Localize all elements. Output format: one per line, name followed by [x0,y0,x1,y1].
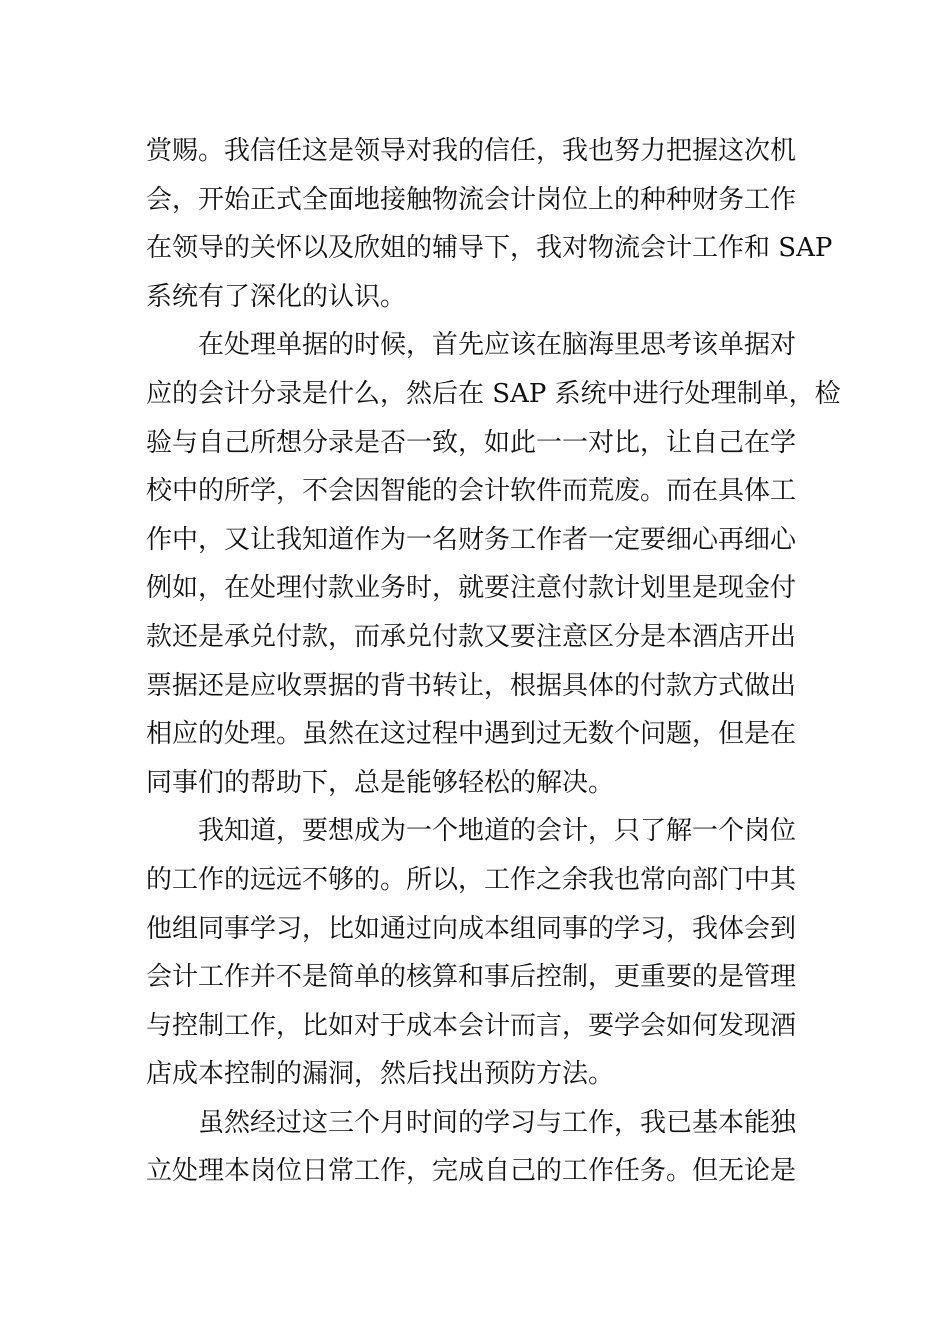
text-line: 款还是承兑付款，而承兑付款又要注意区分是本酒店开出 [146,621,797,652]
paragraph [146,1099,816,1196]
text-line: 在处理单据的时候，首先应该在脑海里思考该单据对 [198,330,797,361]
text-line: 票据还是应收票据的背书转让，根据具体的付款方式做出 [146,670,797,701]
text-line: 我知道，要想成为一个地道的会计，只了解一个岗位 [198,816,797,847]
text-line: 相应的处理。虽然在这过程中遇到过无数个问题，但是在 [146,719,797,750]
text-line: 店成本控制的漏洞，然后找出预防方法。 [146,1059,615,1090]
text-line: 应的会计分录是什么，然后在 SAP 系统中进行处理制单，检 [146,378,841,409]
text-line: 的工作的远远不够的。所以，工作之余我也常向部门中其 [146,864,797,895]
text-line: 立处理本岗位日常工作，完成自己的工作任务。但无论是 [146,1156,797,1187]
text-line: 验与自己所想分录是否一致，如此一一对比，让自己在学 [146,427,797,458]
text-line: 他组同事学习，比如通过向成本组同事的学习，我体会到 [146,913,797,944]
text-line: 在领导的关怀以及欣姐的辅导下，我对物流会计工作和 SAP [146,233,833,264]
text-line: 会计工作并不是简单的核算和事后控制，更重要的是管理 [146,962,797,993]
text-line: 作中，又让我知道作为一名财务工作者一定要细心再细心 [146,524,797,555]
paragraph [146,807,816,1099]
text-line: 校中的所学，不会因智能的会计软件而荒废。而在具体工 [146,476,797,507]
text-line: 虽然经过这三个月时间的学习与工作，我已基本能独 [198,1107,797,1138]
text-line: 赏赐。我信任这是领导对我的信任，我也努力把握这次机 [146,136,797,166]
text-line: 会，开始正式全面地接触物流会计岗位上的种种财务工作 [146,184,797,215]
text-line: 系统有了深化的认识。 [146,281,407,312]
paragraph [146,321,841,807]
text-line: 与控制工作，比如对于成本会计而言，要学会如何发现酒 [146,1010,797,1041]
paragraph [146,127,833,321]
text-line: 同事们的帮助下，总是能够轻松的解决。 [146,767,615,798]
body-text [146,127,841,1196]
text-line: 例如，在处理付款业务时，就要注意付款计划里是现金付 [146,573,797,604]
